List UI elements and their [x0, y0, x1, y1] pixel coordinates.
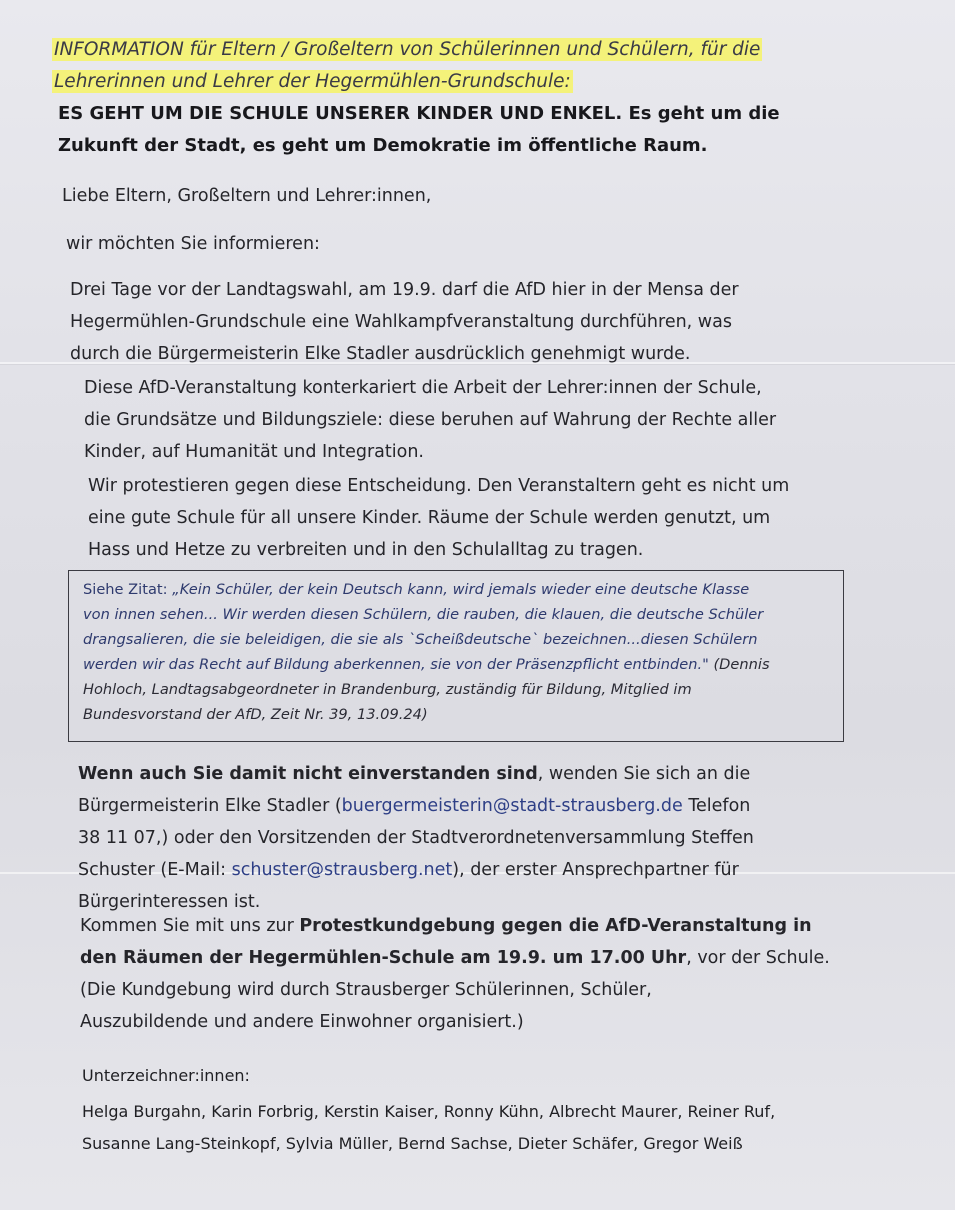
- paragraph-1-line: durch die Bürgermeisterin Elke Stadler ausdrücklich genehmigt wurde.: [70, 344, 691, 364]
- intro-highlight-line-1: INFORMATION für Eltern / Großeltern von Schülerinnen und Schülern, für die: [54, 39, 761, 60]
- chairman-email-link[interactable]: schuster@strausberg.net: [231, 860, 453, 880]
- paragraph-2: [84, 372, 944, 468]
- quote-source-line: Hohloch, Landtagsabgeordneter in Brandenburg, zuständig für Bildung, Mitglied im: [83, 681, 692, 698]
- paragraph-2-line: Kinder, auf Humanität und Integration.: [84, 442, 424, 462]
- quote-source: (Dennis: [708, 656, 770, 673]
- quote-line: drangsalieren, die sie beleidigen, die sie als `Scheißdeutsche` bezeichnen...diesen Schülern: [83, 631, 758, 648]
- inform-line: wir möchten Sie informieren:: [66, 234, 320, 254]
- signers-list: [82, 1096, 942, 1160]
- headline: [58, 98, 938, 162]
- signers-line: Helga Burgahn, Karin Forbrig, Kerstin Kaiser, Ronny Kühn, Albrecht Maurer, Reiner Ruf,: [82, 1102, 776, 1121]
- contact-text: ), der erster Ansprechpartner für: [452, 860, 739, 880]
- signers-label: Unterzeichner:innen:: [82, 1066, 250, 1085]
- headline-line-1: ES GEHT UM DIE SCHULE UNSERER KINDER UND ENKEL. Es geht um die: [58, 103, 780, 124]
- quote-source-line: Bundesvorstand der AfD, Zeit Nr. 39, 13.09.24): [83, 706, 428, 723]
- mayor-email-link[interactable]: buergermeisterin@stadt-strausberg.de: [341, 796, 683, 816]
- paragraph-2-line: die Grundsätze und Bildungsziele: diese beruhen auf Wahrung der Rechte aller: [84, 410, 777, 430]
- paragraph-3-line: Wir protestieren gegen diese Entscheidung. Den Veranstaltern geht es nicht um: [88, 476, 790, 496]
- intro-block: [52, 34, 932, 98]
- protest-text: (Die Kundgebung wird durch Strausberger Schülerinnen, Schüler,: [80, 980, 652, 1000]
- quote-line: „Kein Schüler, der kein Deutsch kann, wird jemals wieder eine deutsche Klasse: [172, 581, 750, 598]
- contact-text: Bürgermeisterin Elke Stadler (: [78, 796, 342, 816]
- paragraph-3-line: Hass und Hetze zu verbreiten und in den Schulalltag zu tragen.: [88, 540, 644, 560]
- quote-box: [68, 570, 844, 742]
- paragraph-3-line: eine gute Schule für all unsere Kinder. Räume der Schule werden genutzt, um: [88, 508, 771, 528]
- quote-lead: Siehe Zitat:: [83, 581, 173, 598]
- paragraph-3: [88, 470, 948, 566]
- paragraph-2-line: Diese AfD-Veranstaltung konterkariert die Arbeit der Lehrer:innen der Schule,: [84, 378, 762, 398]
- quote-line: von innen sehen... Wir werden diesen Schülern, die rauben, die klauen, die deutsche Schüler: [83, 606, 764, 623]
- protest-bold: den Räumen der Hegermühlen-Schule am 19.9. um 17.00 Uhr: [80, 948, 687, 968]
- protest-text: , vor der Schule.: [686, 948, 830, 968]
- intro-highlight-line-2: Lehrerinnen und Lehrer der Hegermühlen-Grundschule:: [54, 71, 571, 92]
- contact-text: Telefon: [682, 796, 751, 816]
- greeting: Liebe Eltern, Großeltern und Lehrer:innen,: [62, 186, 432, 206]
- signers-line: Susanne Lang-Steinkopf, Sylvia Müller, Bernd Sachse, Dieter Schäfer, Gregor Weiß: [82, 1134, 743, 1153]
- protest-paragraph: [80, 910, 940, 1038]
- contact-text: , wenden Sie sich an die: [537, 764, 751, 784]
- contact-text: Schuster (E-Mail:: [78, 860, 232, 880]
- protest-text: Auszubildende und andere Einwohner organisiert.): [80, 1012, 524, 1032]
- quote-line: werden wir das Recht auf Bildung aberkennen, sie von der Präsenzpflicht entbinden.": [83, 656, 709, 673]
- paragraph-1: [70, 274, 930, 370]
- headline-line-2: Zukunft der Stadt, es geht um Demokratie im öffentliche Raum.: [58, 135, 708, 156]
- protest-bold: Protestkundgebung gegen die AfD-Veranstaltung in: [299, 916, 812, 936]
- paragraph-1-line: Drei Tage vor der Landtagswahl, am 19.9. darf die AfD hier in der Mensa der: [70, 280, 739, 300]
- contact-text: 38 11 07,) oder den Vorsitzenden der Stadtverordnetenversammlung Steffen: [78, 828, 754, 848]
- contact-paragraph: [78, 758, 938, 918]
- contact-bold-lead: Wenn auch Sie damit nicht einverstanden sind: [78, 764, 538, 784]
- contact-text: Bürgerinteressen ist.: [78, 892, 261, 912]
- paragraph-1-line: Hegermühlen-Grundschule eine Wahlkampfveranstaltung durchführen, was: [70, 312, 732, 332]
- protest-text: Kommen Sie mit uns zur: [80, 916, 300, 936]
